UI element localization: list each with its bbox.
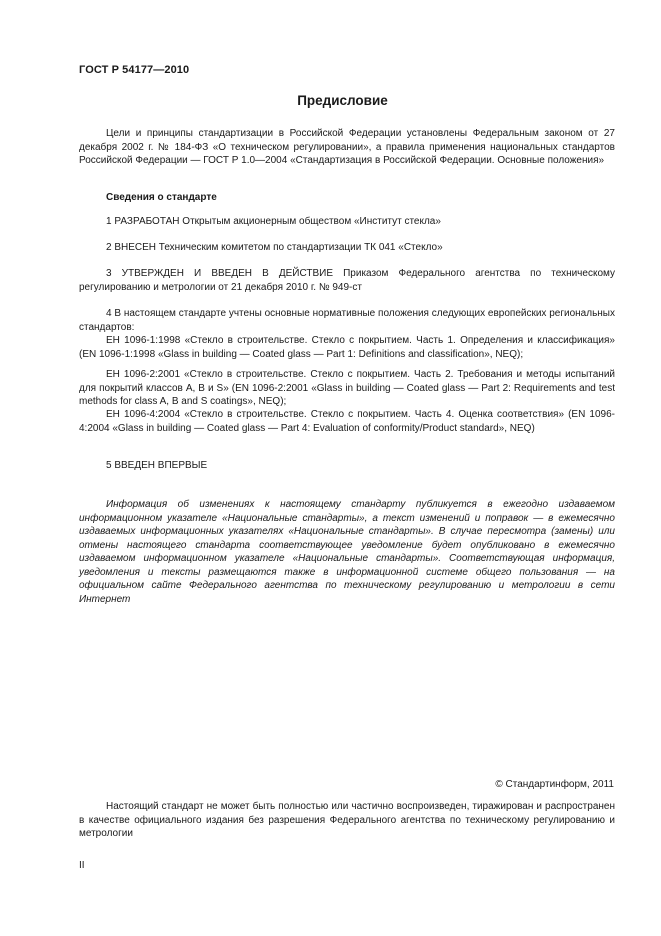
item-2: 2 ВНЕСЕН Техническим комитетом по стандартизации ТК 041 «Стекло»	[106, 242, 443, 253]
page-title: Предисловие	[297, 93, 388, 108]
item-4-standard-1: ЕН 1096-1:1998 «Стекло в строительстве. Стекло с покрытием. Часть 1. Определения и классификация» (EN 1096-1:1998 «Glass in building — Coated glass — Part 1: Definitions and classification», NEQ);	[79, 335, 615, 360]
item-5: 5 ВВЕДЕН ВПЕРВЫЕ	[106, 460, 208, 471]
section-title: Сведения о стандарте	[106, 192, 217, 203]
item-4: 4 В настоящем стандарте учтены основные нормативные положения следующих европейских региональных стандартов:	[79, 308, 615, 333]
item-1: 1 РАЗРАБОТАН Открытым акционерным обществом «Институт стекла»	[106, 216, 441, 227]
copyright: © Стандартинформ, 2011	[495, 779, 614, 790]
notice-paragraph: Информация об изменениях к настоящему стандарту публикуется в ежегодно издаваемом информационном указателе «Национальные стандарты», а текст изменений и поправок — в ежемесячно издаваемых информационных указателях «Национальные стандарты». В случае пересмотра (замены) или отмены настоящего стандарта соответствующее уведомление будет опубликовано в ежемесячно издаваемом информационном указателе «Национальные стандарты». Соответствующая информация, уведомления и тексты размещаются также в информационной системе общего пользования — на официальном сайте Федерального агентства по техническому регулированию и метрологии в сети Интернет	[79, 499, 615, 605]
item-4-standard-3: ЕН 1096-4:2004 «Стекло в строительстве. Стекло с покрытием. Часть 4. Оценка соответствия» (EN 1096-4:2004 «Glass in building — Coated glass — Part 4: Evaluation of conformity/Product standard», NEQ)	[79, 409, 615, 434]
document-code: ГОСТ Р 54177—2010	[79, 64, 190, 76]
legal-notice: Настоящий стандарт не может быть полностью или частично воспроизведен, тиражирован и распространен в качестве официального издания без разрешения Федерального агентства по техническому регулированию и метрологии	[79, 801, 615, 839]
page-number: II	[79, 860, 85, 871]
item-4-standard-2: ЕН 1096-2:2001 «Стекло в строительстве. Стекло с покрытием. Часть 2. Требования и методы испытаний для покрытий классов А, В и S» (EN 1096-2:2001 «Glass in building — Coated glass — Part 2: Requirements and test methods for class A, B and S coatings», NEQ);	[79, 369, 615, 407]
intro-paragraph: Цели и принципы стандартизации в Российской Федерации установлены Федеральным законом от 27 декабря 2002 г. № 184-ФЗ «О техническом регулировании», а правила применения национальных стандартов Российской Федерации — ГОСТ Р 1.0—2004 «Стандартизация в Российской Федерации. Основные положения»	[79, 128, 615, 166]
item-3: 3 УТВЕРЖДЕН И ВВЕДЕН В ДЕЙСТВИЕ Приказом Федерального агентства по техническому регулированию и метрологии от 21 декабря 2010 г. № 949-ст	[79, 268, 615, 293]
